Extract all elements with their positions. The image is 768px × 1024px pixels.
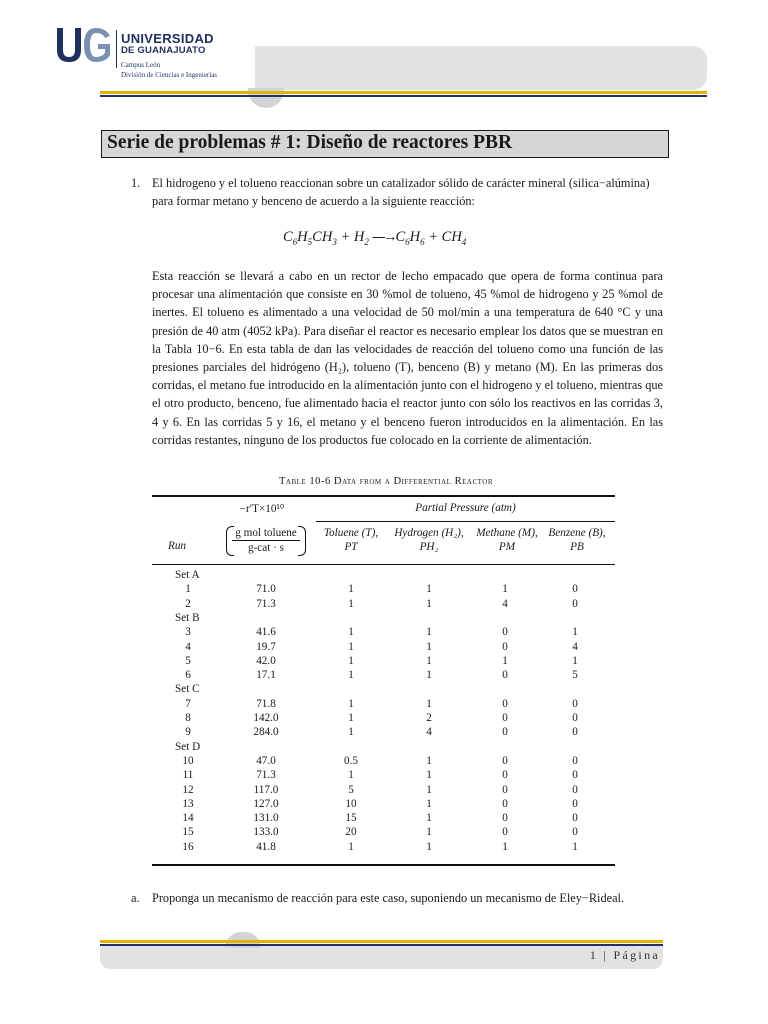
header-band	[255, 46, 707, 90]
table-cell-b: 0	[572, 754, 578, 767]
table-cell-rate: 41.6	[256, 626, 276, 639]
table-caption: Table 10-6 Data from a Differential Reactor	[278, 476, 494, 487]
table-cell-t: 1	[348, 712, 354, 724]
table-cell-b: 1	[572, 840, 578, 853]
table-cell-t: 20	[345, 826, 357, 839]
table-cell-m: 0	[502, 669, 508, 682]
table-cell-b: 1	[572, 626, 578, 639]
table-cell-t: 1	[348, 669, 354, 682]
question-a-label: a.	[131, 891, 140, 905]
table-cell-rate: 47.0	[256, 754, 276, 767]
table-cell-rate: 71.3	[256, 769, 276, 782]
table-cell-rate: 71.3	[256, 597, 276, 610]
footer-navy-line	[100, 944, 663, 946]
page-word: Página	[613, 948, 660, 962]
division-name: División de Ciencias e Ingenierías	[121, 71, 218, 79]
table-cell-run: 1	[185, 583, 191, 596]
set-label: Set C	[175, 683, 200, 696]
table-cell-t: 0.5	[344, 754, 358, 767]
table-cell-h: 1	[426, 812, 432, 825]
table-cell-t: 1	[348, 697, 354, 710]
rate-units	[226, 526, 306, 558]
table-cell-m: 1	[502, 654, 508, 667]
partial-pressure-header: Partial Pressure (atm)	[415, 502, 516, 514]
table-cell-m: 0	[502, 769, 508, 782]
table-cell-h: 1	[426, 626, 432, 639]
table-cell-b: 5	[572, 669, 578, 682]
table-cell-b: 0	[572, 826, 578, 839]
table-cell-b: 0	[572, 797, 578, 810]
table-cell-h: 1	[426, 797, 432, 810]
table-cell-m: 0	[502, 783, 508, 796]
table-cell-t: 1	[348, 726, 354, 739]
table-top-rule	[152, 495, 615, 497]
table-cell-h: 4	[426, 726, 432, 739]
table-cell-rate: 19.7	[256, 640, 276, 653]
table-cell-m: 0	[502, 797, 508, 810]
logo-separator	[116, 30, 117, 68]
question-a-text: Proponga un mecanismo de reacción para este caso, suponiendo un mecanismo de Eley−Rideal.	[152, 891, 625, 905]
table-cell-rate: 127.0	[253, 797, 279, 810]
table-cell-run: 12	[182, 783, 194, 796]
table-cell-run: 11	[182, 769, 194, 782]
university-name-line2: DE GUANAJUATO	[121, 45, 206, 56]
rate-header: −r′T×10¹⁰	[239, 503, 285, 515]
table-cell-run: 3	[185, 626, 191, 639]
table-cell-b: 0	[572, 583, 578, 596]
table-cell-rate: 117.0	[253, 783, 279, 796]
table-cell-run: 6	[185, 669, 191, 682]
table-cell-run: 7	[185, 697, 191, 710]
table-cell-rate: 41.8	[256, 840, 276, 853]
table-cell-rate: 131.0	[253, 812, 279, 825]
table-cell-run: 10	[182, 754, 194, 767]
table-cell-run: 15	[182, 826, 194, 839]
rate-units-denominator: g-cat · s	[247, 542, 285, 554]
set-label: Set A	[175, 569, 200, 581]
table-cell-t: 1	[348, 626, 354, 639]
table-cell-h: 2	[426, 712, 432, 724]
table-cell-run: 13	[182, 797, 194, 810]
table-cell-b: 4	[572, 640, 578, 653]
table-cell-m: 1	[502, 840, 508, 853]
table-cell-run: 16	[182, 840, 194, 853]
toluene-header: Toluene (T),	[323, 527, 379, 539]
table-cell-h: 1	[426, 754, 432, 767]
table-cell-m: 1	[502, 583, 508, 596]
table-cell-h: 1	[426, 583, 432, 596]
table-cell-m: 0	[502, 697, 508, 710]
table-cell-b: 0	[572, 783, 578, 796]
table-cell-t: 1	[348, 583, 354, 596]
page-separator: |	[603, 948, 609, 962]
table-cell-rate: 133.0	[253, 826, 279, 839]
table-cell-m: 0	[502, 754, 508, 767]
rate-units-numerator: g mol toluene	[232, 526, 300, 541]
table-cell-t: 1	[348, 597, 354, 610]
campus-name: Campus León	[121, 61, 161, 69]
document-title: Serie de problemas # 1: Diseño de reactores PBR	[107, 132, 513, 153]
reaction-equation: $C_6H_5CH_3 + H_2$ $⎯⎯\to C_6H_6 + CH_4$	[283, 229, 467, 247]
table-cell-h: 1	[426, 654, 432, 667]
footer-gold-line	[100, 940, 663, 943]
table-cell-b: 0	[572, 597, 578, 610]
table-cell-h: 1	[426, 783, 432, 796]
table-cell-h: 1	[426, 840, 432, 853]
table-cell-run: 14	[182, 812, 194, 825]
table-cell-run: 9	[185, 726, 191, 739]
table-cell-m: 0	[502, 626, 508, 639]
table-cell-m: 4	[502, 597, 508, 610]
table-cell-t: 1	[348, 640, 354, 653]
table-cell-b: 0	[572, 812, 578, 825]
table-cell-m: 0	[502, 812, 508, 825]
table-mid-rule	[152, 564, 615, 565]
university-name-line1: UNIVERSIDAD	[121, 31, 214, 46]
benzene-symbol: PB	[570, 541, 584, 553]
table-cell-t: 1	[348, 769, 354, 782]
hydrogen-symbol: PH₂	[419, 541, 439, 553]
hydrogen-header: Hydrogen (H₂),	[394, 527, 464, 539]
university-logo	[54, 26, 114, 66]
table-header-rule	[316, 521, 615, 522]
header-navy-line	[100, 95, 707, 97]
table-cell-run: 2	[185, 597, 191, 610]
set-label: Set B	[175, 611, 200, 624]
table-cell-rate: 71.0	[256, 583, 276, 596]
table-cell-rate: 17.1	[256, 669, 276, 682]
methane-header: Methane (M),	[476, 527, 538, 539]
problem-intro: El hidrogeno y el tolueno reaccionan sobre un catalizador sólido de carácter mineral (silica−alúmina) para formar metano y benceno de acuerdo a la siguiente reacción:	[152, 176, 650, 209]
table-cell-h: 1	[426, 826, 432, 839]
benzene-header: Benzene (B),	[548, 527, 606, 539]
table-cell-t: 1	[348, 840, 354, 853]
page-number-value: 1	[589, 948, 599, 962]
table-cell-h: 1	[426, 640, 432, 653]
table-bottom-rule	[152, 864, 615, 866]
methane-symbol: PM	[498, 541, 516, 553]
run-header: Run	[168, 540, 187, 552]
table-cell-run: 5	[185, 654, 191, 667]
table-cell-b: 0	[572, 769, 578, 782]
table-cell-run: 8	[185, 712, 191, 724]
table-cell-t: 5	[348, 783, 354, 796]
problem-number: 1.	[131, 176, 141, 190]
table-cell-h: 1	[426, 769, 432, 782]
table-cell-m: 0	[502, 726, 508, 739]
table-cell-h: 1	[426, 697, 432, 710]
header-gold-line	[100, 91, 707, 94]
set-label: Set D	[175, 740, 201, 753]
table-cell-rate: 284.0	[253, 726, 279, 739]
page-number	[560, 948, 660, 963]
table-cell-t: 10	[345, 797, 357, 810]
table-cell-b: 1	[572, 654, 578, 667]
table-cell-rate: 71.8	[256, 697, 276, 710]
table-cell-rate: 142.0	[253, 712, 279, 724]
table-cell-rate: 42.0	[256, 654, 276, 667]
table-cell-h: 1	[426, 669, 432, 682]
table-cell-m: 0	[502, 640, 508, 653]
toluene-symbol: PT	[344, 541, 358, 553]
table-cell-b: 0	[572, 712, 578, 724]
table-cell-h: 1	[426, 597, 432, 610]
table-cell-t: 15	[345, 812, 357, 825]
table-cell-b: 0	[572, 697, 578, 710]
table-cell-run: 4	[185, 640, 191, 653]
table-cell-b: 0	[572, 726, 578, 739]
table-cell-t: 1	[348, 654, 354, 667]
problem-paragraph: Esta reacción se llevará a cabo en un rector de lecho empacado que opera de forma continua para procesar una alimentación que consiste en 30 %mol de tolueno, 45 %mol de hidrogeno y 25 %mol de inertes. El tolueno es alimentado a una velocidad de 50 mol/min a una temperatura de 640 °C y una presión de 40 atm (4052 kPa). Para diseñar el reactor es necesario emplear los datos que se muestran en la Tabla 10−6. En esta tabla de dan las velocidades de reacción del tolueno como una función de las presiones parciales del hidrógeno (H₂), tolueno (T), benceno (B) y metano (M). En las primeras dos corridas, el metano fue introducido en la alimentación junto con el hidrogeno y el tolueno, mientras que el otro producto, benceno, fue alimentado hacia el reactor junto con sólo los reactivos en las corridas 3, 4 y 6. En las corridas 5 y 16, el metano y el benceno fueron introducidos en la alimentación. En las corridas restantes, ninguno de los productos fue colocado en la corriente de alimentación.	[152, 269, 663, 447]
table-cell-m: 0	[502, 826, 508, 839]
table-cell-m: 0	[502, 712, 508, 724]
